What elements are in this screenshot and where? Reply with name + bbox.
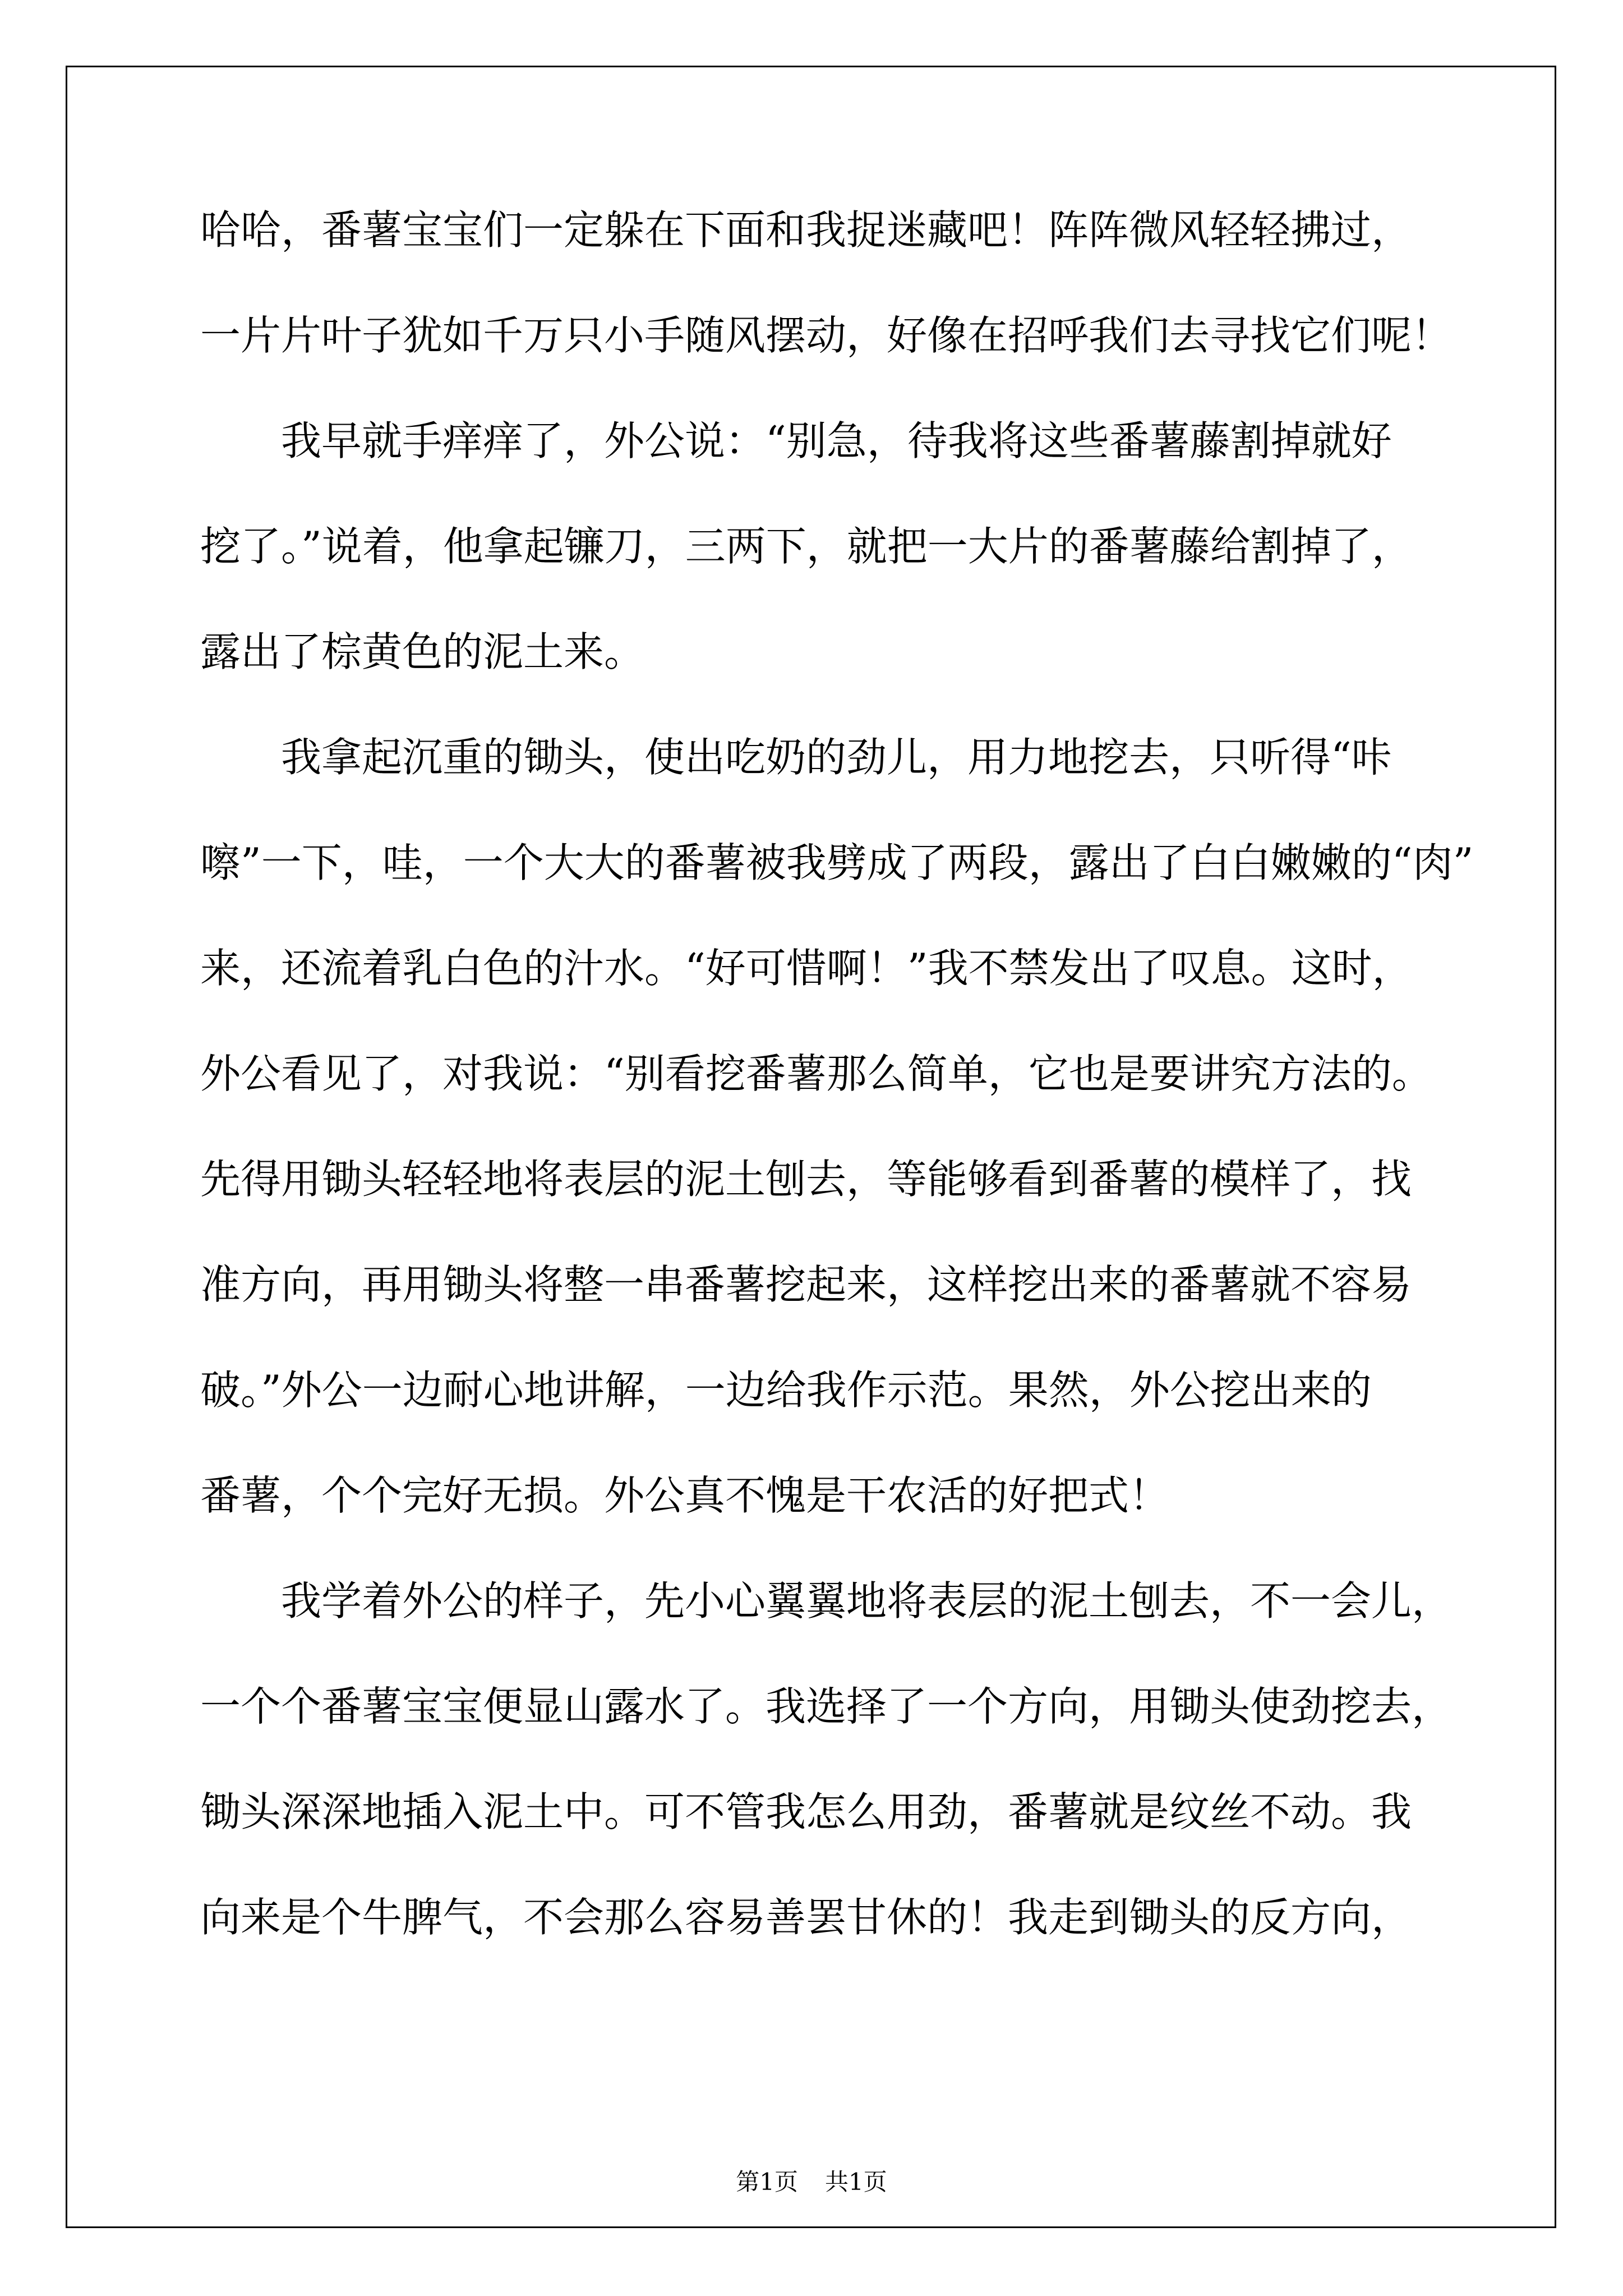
text-line: 一片片叶子犹如千万只小手随风摆动，好像在招呼我们去寻找它们呢！ <box>200 312 1453 359</box>
text-line: 锄头深深地插入泥土中。可不管我怎么用劲，番薯就是纹丝不动。我 <box>200 1788 1412 1835</box>
text-line: 外公看见了，对我说：“别看挖番薯那么简单，它也是要讲究方法的。 <box>200 1050 1432 1097</box>
text-line: 我学着外公的样子，先小心翼翼地将表层的泥土刨去，不一会儿， <box>281 1577 1453 1625</box>
text-line: 露出了棕黄色的泥土来。 <box>200 628 645 675</box>
text-line: 哈哈，番薯宝宝们一定躲在下面和我捉迷藏吧！阵阵微风轻轻拂过， <box>200 206 1412 254</box>
text-line: 先得用锄头轻轻地将表层的泥土刨去，等能够看到番薯的模样了，找 <box>200 1156 1412 1203</box>
text-line: 嚓”一下，哇，一个大大的番薯被我劈成了两段，露出了白白嫩嫩的“肉” <box>200 839 1474 886</box>
page-number: 第1页 <box>736 2168 798 2196</box>
text-line: 挖了。”说着，他拿起镰刀，三两下，就把一大片的番薯藤给割掉了， <box>200 523 1412 570</box>
page-total: 共1页 <box>825 2168 887 2196</box>
text-line: 来，还流着乳白色的汁水。“好可惜啊！”我不禁发出了叹息。这时， <box>200 945 1413 992</box>
text-line: 破。”外公一边耐心地讲解，一边给我作示范。果然，外公挖出来的 <box>200 1366 1372 1414</box>
text-line: 我早就手痒痒了，外公说：“别急，待我将这些番薯藤割掉就好 <box>281 417 1392 464</box>
text-line: 我拿起沉重的锄头，使出吃奶的劲儿，用力地挖去，只听得“咔 <box>281 734 1392 781</box>
text-line: 向来是个牛脾气，不会那么容易善罢甘休的！我走到锄头的反方向， <box>200 1894 1412 1941</box>
page-footer <box>0 2165 1623 2199</box>
text-line: 准方向，再用锄头将整一串番薯挖起来，这样挖出来的番薯就不容易 <box>200 1261 1412 1308</box>
text-line: 一个个番薯宝宝便显山露水了。我选择了一个方向，用锄头使劲挖去， <box>200 1683 1453 1730</box>
text-line: 番薯，个个完好无损。外公真不愧是干农活的好把式！ <box>200 1472 1170 1519</box>
